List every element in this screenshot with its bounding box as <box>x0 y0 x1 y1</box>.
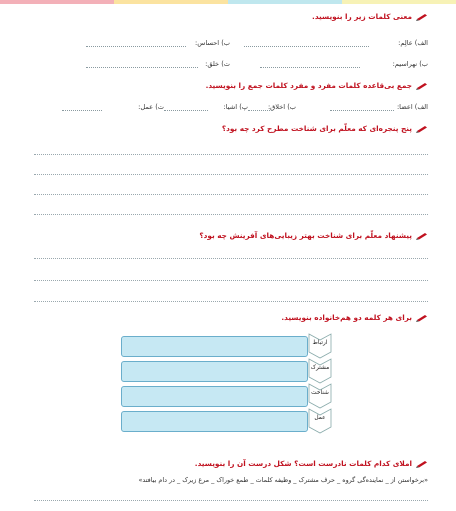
top-color-bar <box>0 0 456 4</box>
pencil-icon <box>416 13 428 21</box>
word-label: عمل <box>314 415 326 421</box>
answer-line[interactable] <box>330 110 394 111</box>
answer-line[interactable] <box>34 258 428 259</box>
question-1-title: معنی کلمات زیر را بنویسید. <box>312 12 428 21</box>
pencil-icon <box>416 314 428 322</box>
answer-line[interactable] <box>34 154 428 155</box>
word-family-diagram <box>118 332 340 438</box>
answer-box[interactable] <box>121 361 308 382</box>
spelling-sentence: «برخواستن از _ نماینده‌گی گروه _ حرف مشترک _ وظیفه کلمات _ طمع خوراک _ مرغ زیرک _ در دام بیافتد» <box>138 476 428 484</box>
answer-line[interactable] <box>164 110 208 111</box>
answer-line[interactable] <box>34 194 428 195</box>
answer-box[interactable] <box>121 411 308 432</box>
answer-line[interactable] <box>34 214 428 215</box>
question-2-title: جمع بی‌قاعده کلمات مفرد و مفرد کلمات جمع را بنویسید. <box>206 81 428 90</box>
answer-line[interactable] <box>34 174 428 175</box>
answer-box[interactable] <box>121 336 308 357</box>
question-5-title: برای هر کلمه دو هم‌خانواده بنویسید. <box>281 313 428 322</box>
answer-line[interactable] <box>86 46 186 47</box>
pencil-icon <box>416 460 428 468</box>
q1-item-te: ت) خلق: <box>205 60 230 68</box>
q1-item-be: ب) احساس: <box>195 39 230 47</box>
answer-line[interactable] <box>260 67 360 68</box>
answer-line[interactable] <box>244 46 369 47</box>
answer-line[interactable] <box>34 280 428 281</box>
q1-item-alef: الف) عالِم: <box>398 39 428 47</box>
word-label: مشترک <box>310 365 330 371</box>
word-chevron <box>307 408 333 434</box>
answer-line[interactable] <box>34 301 428 302</box>
question-6-title: املای کدام کلمات نادرست است؟ شکل درست آن را بنویسید. <box>195 459 428 468</box>
answer-line[interactable] <box>34 500 428 501</box>
pencil-icon <box>416 232 428 240</box>
word-chevron <box>307 358 333 384</box>
q2-item-be: ب) اخلاق: <box>267 103 296 111</box>
q2-item-te: ت) عمل: <box>138 103 164 111</box>
answer-line[interactable] <box>86 67 198 68</box>
pencil-icon <box>416 125 428 133</box>
answer-line[interactable] <box>62 110 102 111</box>
word-label: شناخت <box>311 390 329 396</box>
q1-item-pe: ب) نهراسیم: <box>392 60 428 68</box>
answer-box[interactable] <box>121 386 308 407</box>
q2-item-pe: پ) اشیا: <box>223 103 248 111</box>
word-label: ارتباط <box>312 340 328 346</box>
word-chevron <box>307 383 333 409</box>
question-4-title: پیشنهاد معلّم برای شناخت بهتر زیبایی‌های آفرینش چه بود؟ <box>199 231 428 240</box>
q2-item-alef: الف) اعضا: <box>396 103 428 111</box>
pencil-icon <box>416 82 428 90</box>
word-chevron <box>307 333 333 359</box>
answer-line[interactable] <box>248 110 272 111</box>
question-3-title: پنج پنجره‌ای که معلّم برای شناخت مطرح کرد چه بود؟ <box>222 124 428 133</box>
